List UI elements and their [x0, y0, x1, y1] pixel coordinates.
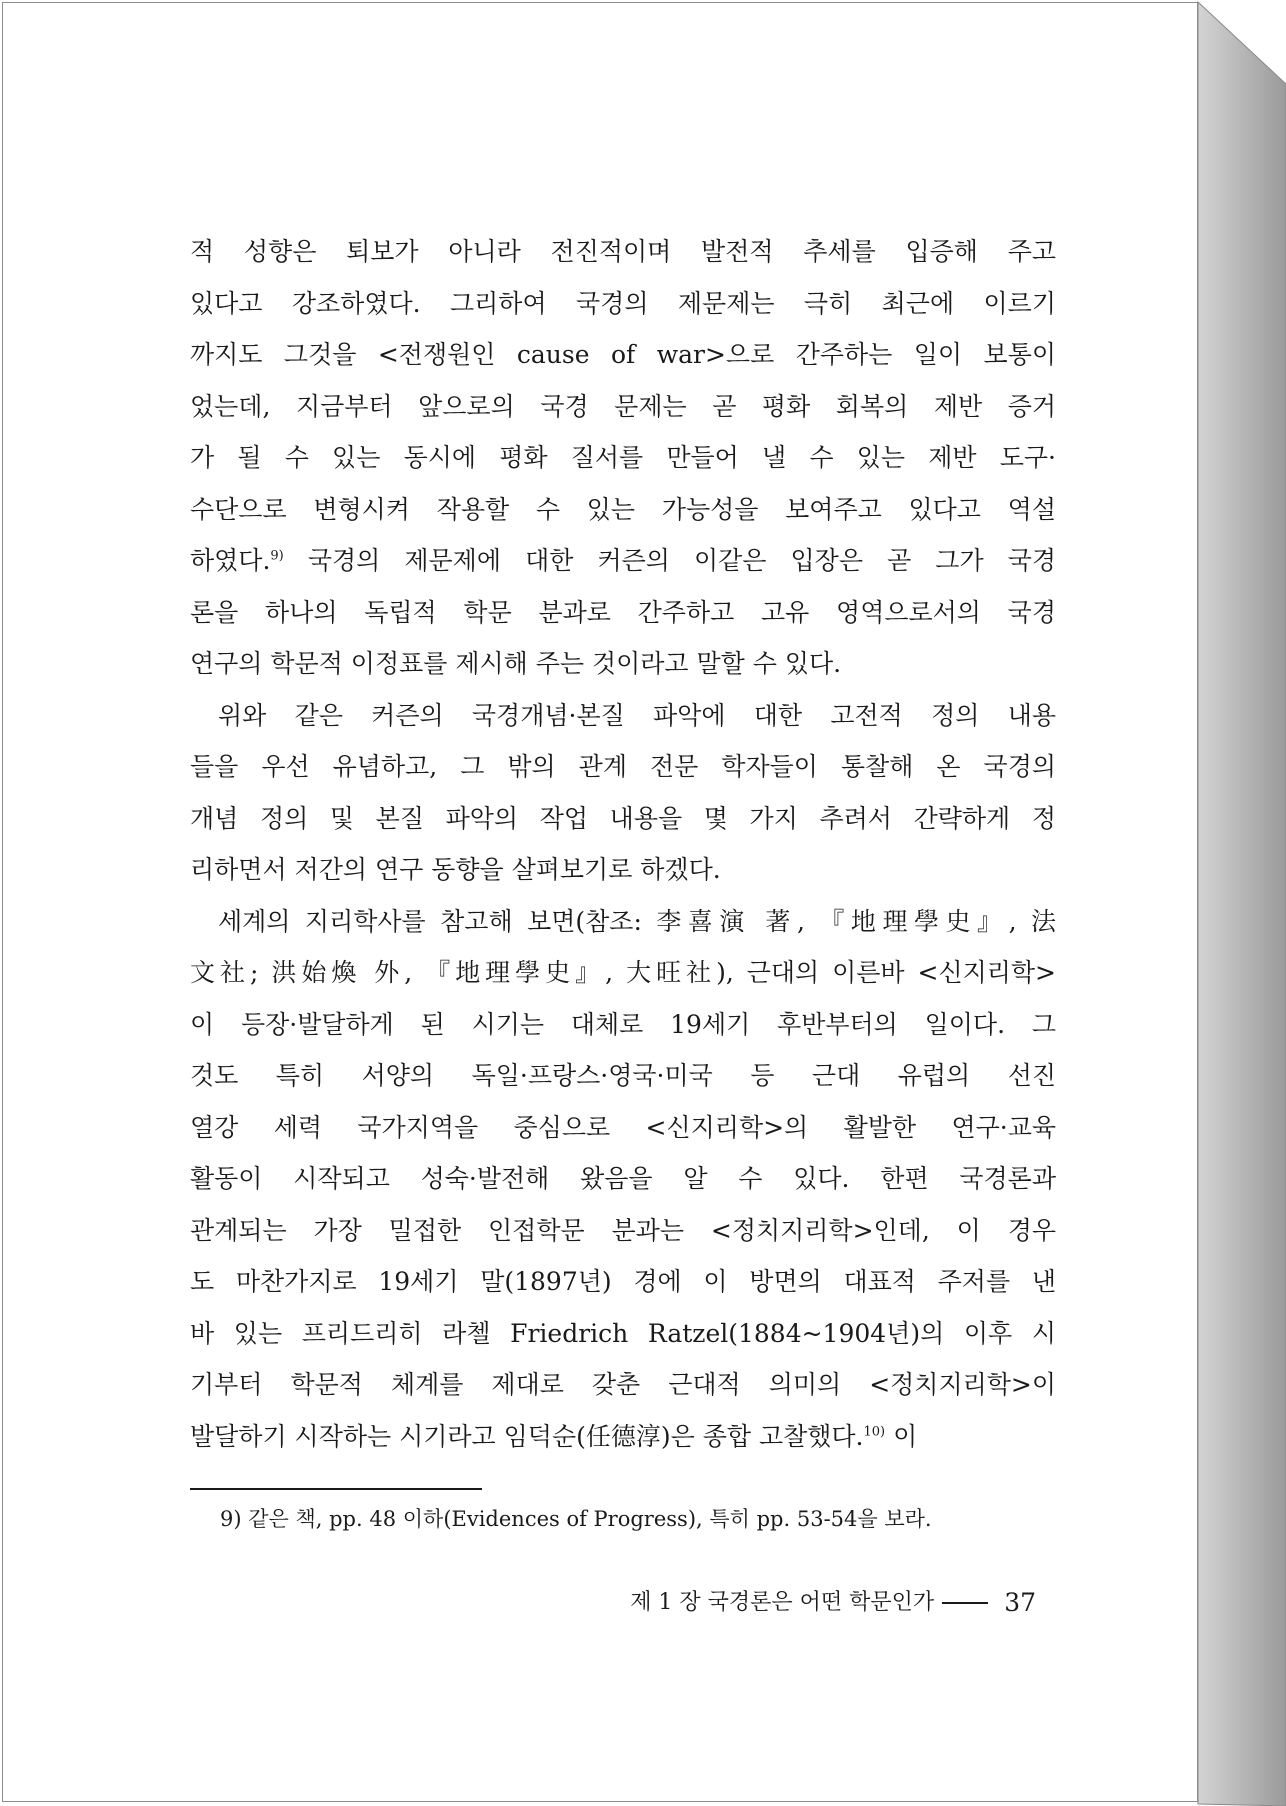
text-line: 까지도 그것을 <전쟁원인 cause of war>으로 간주하는 일이 보통이: [190, 340, 1056, 369]
text-line: 것도 특히 서양의 독일·프랑스·영국·미국 등 근대 유럽의 선진: [190, 1061, 1056, 1090]
text-line: 세계의 지리학사를 참고해 보면(참조: 李喜演 著, 『地理學史』, 法: [218, 906, 1056, 936]
text-line: 위와 같은 커즌의 국경개념·본질 파악에 대한 고전적 정의 내용: [218, 700, 1056, 730]
footnote-divider: [190, 1488, 482, 1490]
text-line: 었는데, 지금부터 앞으로의 국경 문제는 곧 평화 회복의 제반 증거: [190, 391, 1056, 421]
text-line: 이 등장·발달하게 된 시기는 대체로 19세기 후반부터의 일이다. 그: [190, 1009, 1056, 1039]
text-line: 적 성향은 퇴보가 아니라 전진적이며 발전적 추세를 입증해 주고: [190, 237, 1056, 266]
text-line: 리하면서 저간의 연구 동향을 살펴보기로 하겠다.: [190, 855, 721, 884]
text-line: 발달하기 시작하는 시기라고 임덕순(任德淳)은 종합 고찰했다.$^{10)}$ 이: [190, 1421, 918, 1451]
text-line: 들을 우선 유념하고, 그 밖의 관계 전문 학자들이 통찰해 온 국경의: [190, 752, 1056, 781]
running-footer: [596, 1587, 1036, 1619]
text-line: 개념 정의 및 본질 파악의 작업 내용을 몇 가지 추려서 간략하게 정: [190, 803, 1056, 833]
text-line: 기부터 학문적 체계를 제대로 갖춘 근대적 의미의 <정치지리학>이: [190, 1370, 1056, 1399]
chapter-title: 제 1 장 국경론은 어떤 학문인가: [630, 1590, 935, 1615]
text-line: 하였다.$^{9)}$ 국경의 제문제에 대한 커즌의 이같은 입장은 곧 그가 국경: [190, 546, 1056, 575]
text-line: 관계되는 가장 밀접한 인접학문 분과는 <정치지리학>인데, 이 경우: [190, 1215, 1056, 1245]
footnote-9: 9) 같은 책, pp. 48 이하(Evidences of Progress), 특히 pp. 53-54을 보라.: [220, 1507, 932, 1531]
text-line: 가 될 수 있는 동시에 평화 질서를 만들어 낼 수 있는 제반 도구·: [190, 443, 1056, 472]
body-text: [190, 226, 1056, 1462]
page-number: 37: [1004, 1588, 1036, 1617]
footer-dash: [942, 1602, 988, 1604]
text-line: 연구의 학문적 이정표를 제시해 주는 것이라고 말할 수 있다.: [190, 649, 842, 678]
text-line: 수단으로 변형시켜 작용할 수 있는 가능성을 보여주고 있다고 역설: [190, 494, 1056, 524]
text-line: 있다고 강조하였다. 그리하여 국경의 제문제는 극히 최근에 이르기: [190, 288, 1056, 318]
text-line: 활동이 시작되고 성숙·발전해 왔음을 알 수 있다. 한편 국경론과: [190, 1164, 1056, 1193]
text-line: 文社; 洪始煥 外, 『地理學史』, 大旺社), 근대의 이른바 <신지리학>: [190, 958, 1056, 987]
text-line: 열강 세력 국가지역을 중심으로 <신지리학>의 활발한 연구·교육: [190, 1112, 1056, 1142]
text-line: 바 있는 프리드리히 라첼 Friedrich Ratzel(1884~1904년)의 이후 시: [190, 1318, 1056, 1348]
text-line: 도 마찬가지로 19세기 말(1897년) 경에 이 방면의 대표적 주저를 낸: [190, 1267, 1056, 1296]
text-line: 론을 하나의 독립적 학문 분과로 간주하고 고유 영역으로서의 국경: [190, 597, 1056, 627]
